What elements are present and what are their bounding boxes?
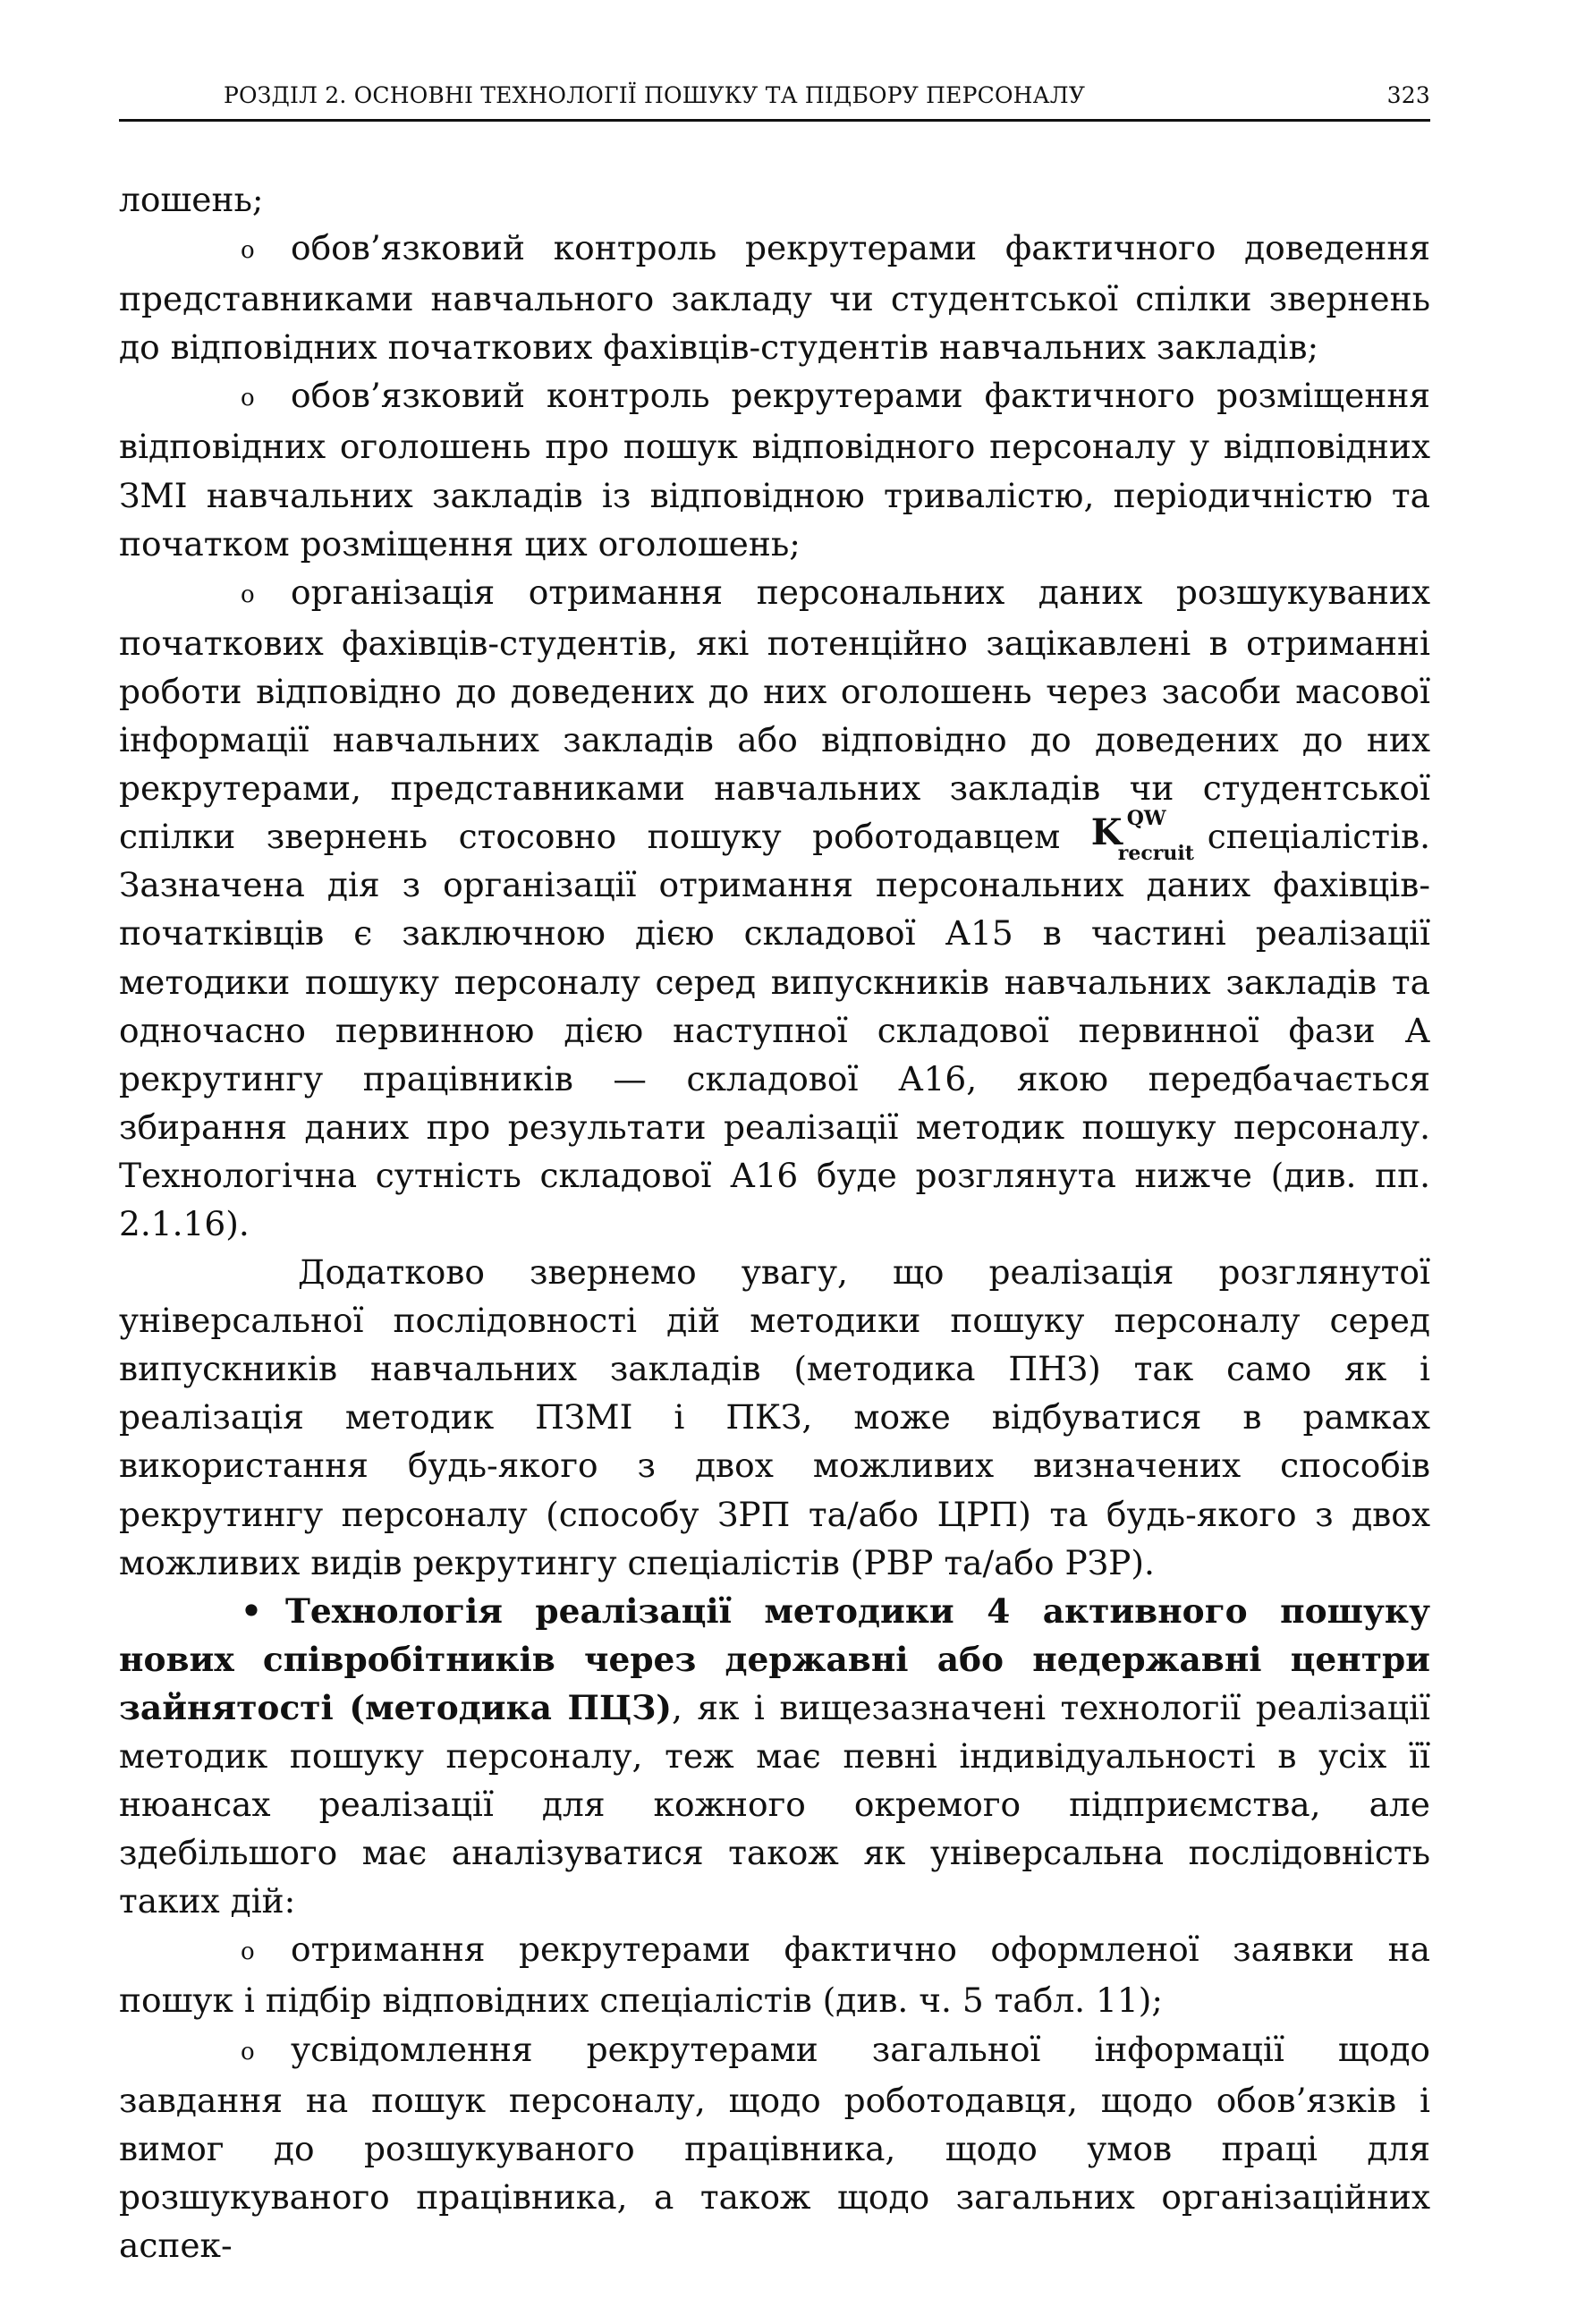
book-page — [119, 0, 1430, 2324]
paragraph-text: Додатково звернемо увагу, що реалізація розглянутої універсальної послідовності дій методики пошуку персоналу серед випускників навчальних закладів (методика ПНЗ) так само як і реалізація методик ПЗМІ і ПКЗ, може відбуватися в рамках використання будь-якого з двох можливих визначених способів рекрутингу персоналу (способу ЗРП та/або ЦРП) та будь-якого з двох можливих видів рекрутингу спеціалістів (РВР та/або РЗР). — [119, 1252, 1430, 1582]
formula-subscript: recruit — [1117, 842, 1194, 866]
formula-base: K — [1090, 811, 1123, 854]
list-item — [119, 1925, 1430, 2024]
bullet-item — [119, 1587, 1430, 1926]
list-item-text: обов’язковий контроль рекрутерами фактичного доведення представниками навчального закладу чи студентської спілки звернень до відповідних початкових фахівців-студентів навчальних закладів; — [119, 228, 1430, 368]
list-item-text: спеціалістів. Зазначена дія з організації отримання персональних даних фахівців-початківців є заключною дією складової А15 в частині реалізації методики пошуку персоналу серед випускників навчальних закладів та одночасно первинною дією наступної складової первинної фази А рекрутингу працівників — складової А16, якою передбачається збирання даних про результати реалізації методик пошуку персоналу. Технологічна сутність складової А16 буде розглянута нижче (див. пп. 2.1.16). — [119, 817, 1431, 1243]
bullet-item-text: , як і вищезазначені технології реалізації методик пошуку персоналу, теж має певні індивідуальності в усіх її нюансах реалізації для кожного окремого підприємства, але здебільшого має аналізуватися також як універсальна послідовність таких дій: — [119, 1687, 1430, 1921]
circle-bullet-icon: o — [241, 385, 255, 412]
list-item-text: отримання рекрутерами фактично оформленої заявки на пошук і підбір відповідних спеціалістів (див. ч. 5 табл. 11); — [119, 1930, 1430, 2021]
running-header — [119, 82, 1430, 118]
header-rule — [119, 119, 1430, 122]
list-item — [119, 371, 1430, 567]
formula-k-recruit — [1090, 807, 1208, 866]
list-item — [119, 2025, 1430, 2269]
paragraph — [119, 1248, 1430, 1587]
list-item-text: усвідомлення рекрутерами загальної інформації щодо завдання на пошук персоналу, щодо роботодавця, щодо обов’язків і вимог до розшукуваного працівника, щодо умов праці для розшукуваного працівника, а також щодо загальних організаційних аспек- — [119, 2029, 1430, 2265]
list-item — [119, 224, 1430, 371]
section-title: РОЗДІЛ 2. ОСНОВНІ ТЕХНОЛОГІЇ ПОШУКУ ТА ПІДБОРУ ПЕРСОНАЛУ — [224, 82, 1086, 108]
circle-bullet-icon: o — [241, 237, 255, 265]
list-item-text: організація отримання персональних даних розшукуваних початкових фахівців-студентів, які потенційно зацікавлені в отриманні роботи відповідно до доведених до них оголошень через засоби масової інформації навчальних закладів або відповідно до доведених до них рекрутерами, представниками навчальних закладів чи студентської спілки звернень стосовно пошуку роботодавцем — [119, 572, 1430, 857]
page-number: 323 — [1386, 82, 1430, 108]
bullet-icon: • — [241, 1590, 262, 1631]
circle-bullet-icon: o — [241, 581, 255, 608]
circle-bullet-icon: o — [241, 1938, 255, 1966]
paragraph-text: лошень; — [119, 180, 264, 219]
formula-superscript: QW — [1126, 807, 1166, 831]
paragraph-continuation — [119, 175, 1430, 224]
page-body — [119, 175, 1430, 2269]
list-item — [119, 568, 1430, 1248]
list-item-text: обов’язковий контроль рекрутерами фактичного розміщення відповідних оголошень про пошук відповідного персоналу у відповідних ЗМІ навчальних закладів із відповідною тривалістю, періодичністю та початком розміщення цих оголошень; — [119, 376, 1430, 564]
bold-heading-text: Технологія реалізації методики 4 активного пошуку нових співробітників через державні або недержавні центри зайнятості (методика ПЦЗ) — [119, 1590, 1430, 1727]
circle-bullet-icon: o — [241, 2038, 255, 2065]
